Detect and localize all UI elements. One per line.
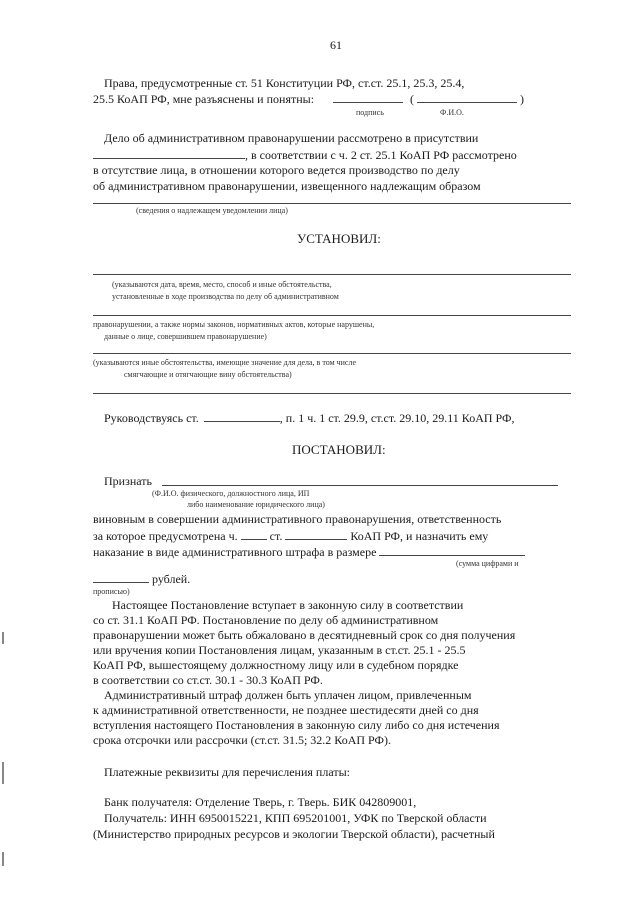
- presence-line-4: об административном правонарушении, извещенного надлежащим образом: [93, 179, 481, 193]
- effect-line-2: со ст. 31.1 КоАП РФ. Постановление по делу об административном: [93, 613, 439, 627]
- established-caption-3: правонарушении, а также нормы законов, нормативных актов, которые нарушены,: [93, 320, 375, 329]
- presence-line-2-text: , в соответствии с ч. 2 ст. 25.1 КоАП РФ рассмотрено: [245, 148, 517, 162]
- recognize-label: Признать: [104, 474, 152, 488]
- established-line-4: [93, 393, 571, 394]
- fine-line-3: вступления настоящего Постановления в законную силу либо со дня истечения: [93, 718, 500, 732]
- rubles-blank: [93, 571, 149, 583]
- provided-part-a: за которое предусмотрена ч.: [93, 529, 238, 543]
- signature-blank: [333, 91, 403, 103]
- provided-part-b: ст.: [269, 529, 283, 543]
- guided-line: [104, 410, 514, 425]
- page-number: 61: [330, 38, 342, 52]
- heading-resolved: ПОСТАНОВИЛ:: [292, 442, 386, 457]
- fine-line-1: Административный штраф должен быть уплачен лицом, привлеченным: [104, 688, 472, 702]
- provided-part-c: КоАП РФ, и назначить ему: [350, 529, 489, 543]
- fio-blank: [417, 91, 517, 103]
- effect-line-3: правонарушении может быть обжаловано в десятидневный срок со дня получения: [93, 628, 516, 642]
- article-blank: [285, 528, 347, 540]
- provided-line: [93, 528, 488, 543]
- rubles-text: рублей.: [152, 572, 191, 586]
- established-caption-2: установленные в ходе производства по делу об административном: [112, 292, 339, 301]
- effect-line-1: Настоящее Постановление вступает в законную силу в соответствии: [112, 598, 464, 612]
- caption-fio: Ф.И.О.: [440, 108, 464, 117]
- penalty-line: [93, 544, 525, 559]
- rights-line-1: Права, предусмотренные ст. 51 Конституции РФ, ст.ст. 25.1, 25.3, 25.4,: [104, 76, 465, 90]
- scan-mark-3: [2, 852, 4, 866]
- fine-line-4: срока отсрочки или рассрочки (ст.ст. 31.5; 32.2 КоАП РФ).: [93, 733, 391, 747]
- presence-line-3: в отсутствие лица, в отношении которого ведется производство по делу: [93, 163, 460, 177]
- penalty-text: наказание в виде административного штрафа в размере: [93, 545, 377, 559]
- guided-article-blank: [204, 410, 280, 422]
- notification-blank-line: [93, 203, 571, 204]
- presence-line-1: Дело об административном правонарушении рассмотрено в присутствии: [104, 131, 479, 145]
- payment-receiver-1: Получатель: ИНН 6950015221, КПП 695201001, УФК по Тверской области: [104, 811, 487, 825]
- guided-tail: , п. 1 ч. 1 ст. 29.9, ст.ст. 29.10, 29.11 КоАП РФ,: [279, 411, 515, 425]
- established-line-2: [93, 315, 571, 316]
- established-caption-6: смягчающие и отягчающие вину обстоятельства): [124, 370, 292, 379]
- rights-line-2: [93, 91, 524, 106]
- established-caption-1: (указываются дата, время, место, способ и иные обстоятельства,: [112, 280, 332, 289]
- resolved-caption-2: либо наименование юридического лица): [187, 500, 325, 509]
- established-line-1: [93, 274, 571, 275]
- caption-digits: (сумма цифрами и: [456, 559, 519, 568]
- guilty-line: виновным в совершении административного правонарушения, ответственность: [93, 512, 502, 526]
- heading-established: УСТАНОВИЛ:: [297, 231, 381, 246]
- fine-amount-blank: [379, 544, 525, 556]
- established-line-3: [93, 353, 571, 354]
- payment-receiver-2: (Министерство природных ресурсов и экологии Тверской области), расчетный: [93, 827, 495, 841]
- fine-line-2: к административной ответственности, не позднее шестидесяти дней со дня: [93, 703, 479, 717]
- presence-blank: [93, 147, 245, 159]
- part-blank: [241, 528, 267, 540]
- payment-heading: Платежные реквизиты для перечисления платы:: [104, 765, 350, 779]
- scan-mark-1: [2, 632, 4, 644]
- effect-line-4: или вручения копии Постановления лицам, указанным в ст.ст. 25.1 - 25.5: [93, 643, 466, 657]
- effect-line-5: КоАП РФ, вышестоящему должностному лицу или в судебном порядке: [93, 658, 459, 672]
- caption-words: прописью): [93, 587, 130, 596]
- caption-signature: подпись: [356, 108, 384, 117]
- presence-line-2: [93, 147, 517, 162]
- payment-bank: Банк получателя: Отделение Тверь, г. Тверь. БИК 042809001,: [104, 795, 417, 809]
- caption-notification: (сведения о надлежащем уведомлении лица): [136, 206, 288, 215]
- fio-open-paren: (: [410, 92, 415, 106]
- scan-mark-2: [2, 762, 4, 784]
- fio-close-paren: ): [520, 92, 525, 106]
- recognize-blank-line: [162, 485, 558, 486]
- guided-lead: Руководствуясь ст.: [104, 411, 199, 425]
- resolved-caption-1: (Ф.И.О. физического, должностного лица, ИП: [152, 489, 310, 498]
- effect-line-6: в соответствии со ст.ст. 30.1 - 30.3 КоАП РФ.: [93, 673, 323, 687]
- rights-line-2-text: 25.5 КоАП РФ, мне разъяснены и понятны:: [93, 92, 315, 106]
- established-caption-4: данные о лице, совершившем правонарушение): [104, 332, 267, 341]
- rubles-line: [93, 571, 190, 586]
- established-caption-5: (указываются иные обстоятельства, имеющие значение для дела, в том числе: [93, 358, 357, 367]
